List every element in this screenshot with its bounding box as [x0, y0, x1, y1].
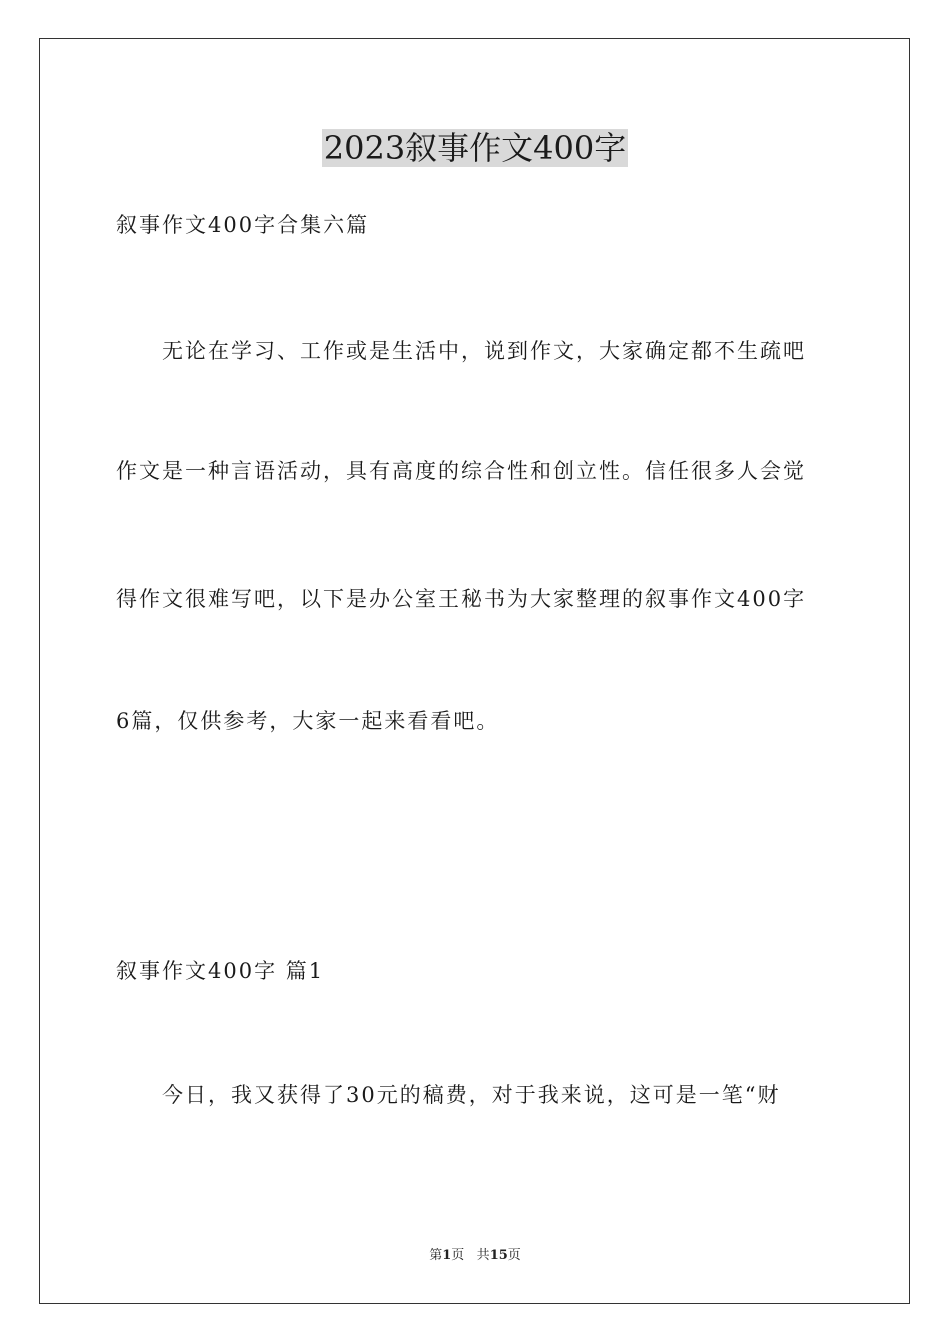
intro-line-3: 得作文很难写吧，以下是办公室王秘书为大家整理的叙事作文400字: [116, 587, 807, 611]
intro-line-2: 作文是一种言语活动，具有高度的综合性和创立性。信任很多人会觉: [116, 459, 806, 483]
intro-line-1: 无论在学习、工作或是生活中，说到作文，大家确定都不生疏吧: [116, 339, 806, 363]
footer-total-pages: 15: [489, 1248, 508, 1263]
intro-line-4: 6篇，仅供参考，大家一起来看看吧。: [116, 709, 500, 733]
document-title: [0, 126, 950, 170]
document-subtitle: 叙事作文400字合集六篇: [116, 213, 370, 237]
page-footer: [0, 1247, 950, 1265]
section-line-1: 今日，我又获得了30元的稿费，对于我来说，这可是一笔“财: [116, 1083, 781, 1107]
footer-current-page: 1: [442, 1248, 452, 1263]
footer-prefix: 第: [429, 1248, 443, 1263]
footer-total-prefix: 共: [476, 1248, 490, 1263]
document-title-text: 2023叙事作文400字: [323, 129, 627, 167]
footer-page-unit: 页: [451, 1248, 465, 1263]
footer-total-unit: 页: [507, 1248, 521, 1263]
section-heading: 叙事作文400字 篇1: [116, 959, 325, 983]
